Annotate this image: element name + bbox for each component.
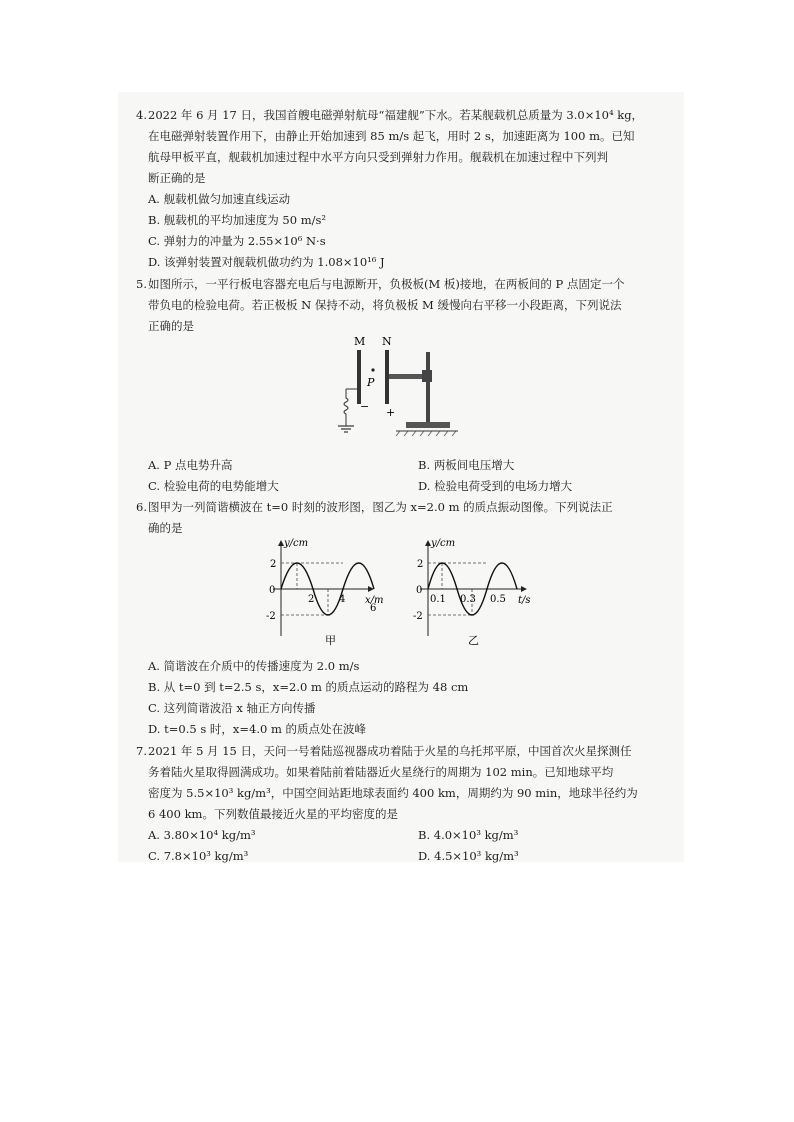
minus-sign: −: [360, 400, 370, 413]
option-a: A. 3.80×10⁴ kg/m³: [148, 828, 256, 842]
question-stem-line: 航母甲板平直，舰载机加速过程中水平方向只受到弹射力作用。舰载机在加速过程中下列判: [148, 150, 608, 164]
figure-caption: 甲: [325, 634, 336, 647]
question-stem-line: 密度为 5.5×10³ kg/m³，中国空间站距地球表面约 400 km，周期约为 90 min，地球半径约为: [148, 786, 638, 800]
ground-wire: [344, 389, 348, 426]
question-stem-line: 带负电的检验电荷。若正极板 N 保持不动，将负极板 M 缓慢向右平移一小段距离，下列说法: [148, 298, 622, 312]
question-number: 4.: [136, 108, 147, 122]
option-a: A. P 点电势升高: [148, 458, 233, 472]
exam-page: [118, 92, 684, 862]
x-axis-label: t/s: [518, 595, 531, 606]
x-tick-label: 6: [370, 603, 377, 614]
question-stem-line: 如图所示，一平行板电容器充电后与电源断开，负极板(M 板)接地，在两板间的 P 点固定一个: [148, 277, 625, 291]
question-stem-line: 图甲为一列简谐横波在 t=0 时刻的波形图，图乙为 x=2.0 m 的质点振动图像。下列说法正: [148, 500, 613, 514]
y-tick-label: 2: [270, 559, 277, 570]
figure-caption: 乙: [468, 634, 479, 647]
option-d: D. t=0.5 s 时，x=4.0 m 的质点处在波峰: [148, 722, 367, 736]
option-d: D. 4.5×10³ kg/m³: [418, 849, 519, 863]
stand-base: [406, 422, 450, 428]
question-stem-line: 正确的是: [148, 319, 194, 333]
stand-pole: [426, 352, 430, 424]
vibration-graph-yi: [408, 536, 538, 648]
capacitor-figure: [308, 334, 458, 446]
y-tick-label: -2: [266, 611, 276, 622]
point-p-label: P: [367, 376, 375, 389]
option-b: B. 从 t=0 到 t=2.5 s，x=2.0 m 的质点运动的路程为 48 cm: [148, 680, 469, 694]
question-stem-line: 断正确的是: [148, 171, 206, 185]
origin-label: 0: [269, 585, 276, 596]
y-tick-label: 2: [417, 559, 424, 570]
plate-m-label: M: [354, 335, 366, 348]
point-p: [371, 368, 374, 371]
x-tick-label: 0.3: [460, 594, 476, 605]
y-axis-label: y/cm: [431, 538, 456, 549]
option-a: A. 简谐波在介质中的传播速度为 2.0 m/s: [148, 659, 360, 673]
y-axis-label: y/cm: [284, 538, 309, 549]
option-c: C. 这列简谐波沿 x 轴正方向传播: [148, 701, 316, 715]
option-c: C. 弹射力的冲量为 2.55×10⁶ N·s: [148, 234, 326, 248]
option-a: A. 舰载机做匀加速直线运动: [148, 192, 291, 206]
y-tick-label: -2: [413, 611, 423, 622]
option-d: D. 检验电荷受到的电场力增大: [418, 479, 573, 493]
plate-n: [385, 350, 389, 404]
x-axis-label: x/m: [365, 595, 383, 606]
option-c: C. 检验电荷的电势能增大: [148, 479, 279, 493]
x-tick-label: 0.5: [490, 594, 506, 605]
option-b: B. 4.0×10³ kg/m³: [418, 828, 519, 842]
option-c: C. 7.8×10³ kg/m³: [148, 849, 249, 863]
question-stem-line: 在电磁弹射装置作用下，由静止开始加速到 85 m/s 起飞，用时 2 s，加速距离为 100 m。已知: [148, 129, 635, 143]
x-tick-label: 0.1: [430, 594, 446, 605]
plus-sign: +: [386, 406, 396, 419]
question-stem-line: 6 400 km。下列数值最接近火星的平均密度的是: [148, 807, 398, 821]
table-hatching: [396, 431, 456, 436]
plate-n-label: N: [382, 335, 392, 348]
question-number: 6.: [136, 500, 147, 514]
option-d: D. 该弹射装置对舰载机做功约为 1.08×10¹⁶ J: [148, 255, 385, 269]
question-stem-line: 务着陆火星取得圆满成功。如果着陆前着陆器近火星绕行的周期为 102 min。已知地球平均: [148, 765, 614, 779]
x-tick-label: 2: [308, 594, 315, 605]
option-b: B. 舰载机的平均加速度为 50 m/s²: [148, 213, 326, 227]
question-stem-line: 2021 年 5 月 15 日，天问一号着陆巡视器成功着陆于火星的乌托邦平原，中国首次火星探测任: [148, 744, 632, 758]
question-number: 5.: [136, 277, 147, 291]
clamp-rod: [389, 374, 427, 379]
question-stem-line: 2022 年 6 月 17 日，我国首艘电磁弹射航母“福建舰”下水。若某舰载机总质量为 3.0×10⁴ kg，: [148, 108, 644, 122]
question-stem-line: 确的是: [148, 521, 183, 535]
wave-graph-jia: [253, 536, 383, 648]
option-b: B. 两板间电压增大: [418, 458, 515, 472]
origin-label: 0: [416, 585, 423, 596]
plate-m: [357, 350, 361, 404]
question-number: 7.: [136, 744, 147, 758]
x-tick-label: 4: [339, 594, 346, 605]
